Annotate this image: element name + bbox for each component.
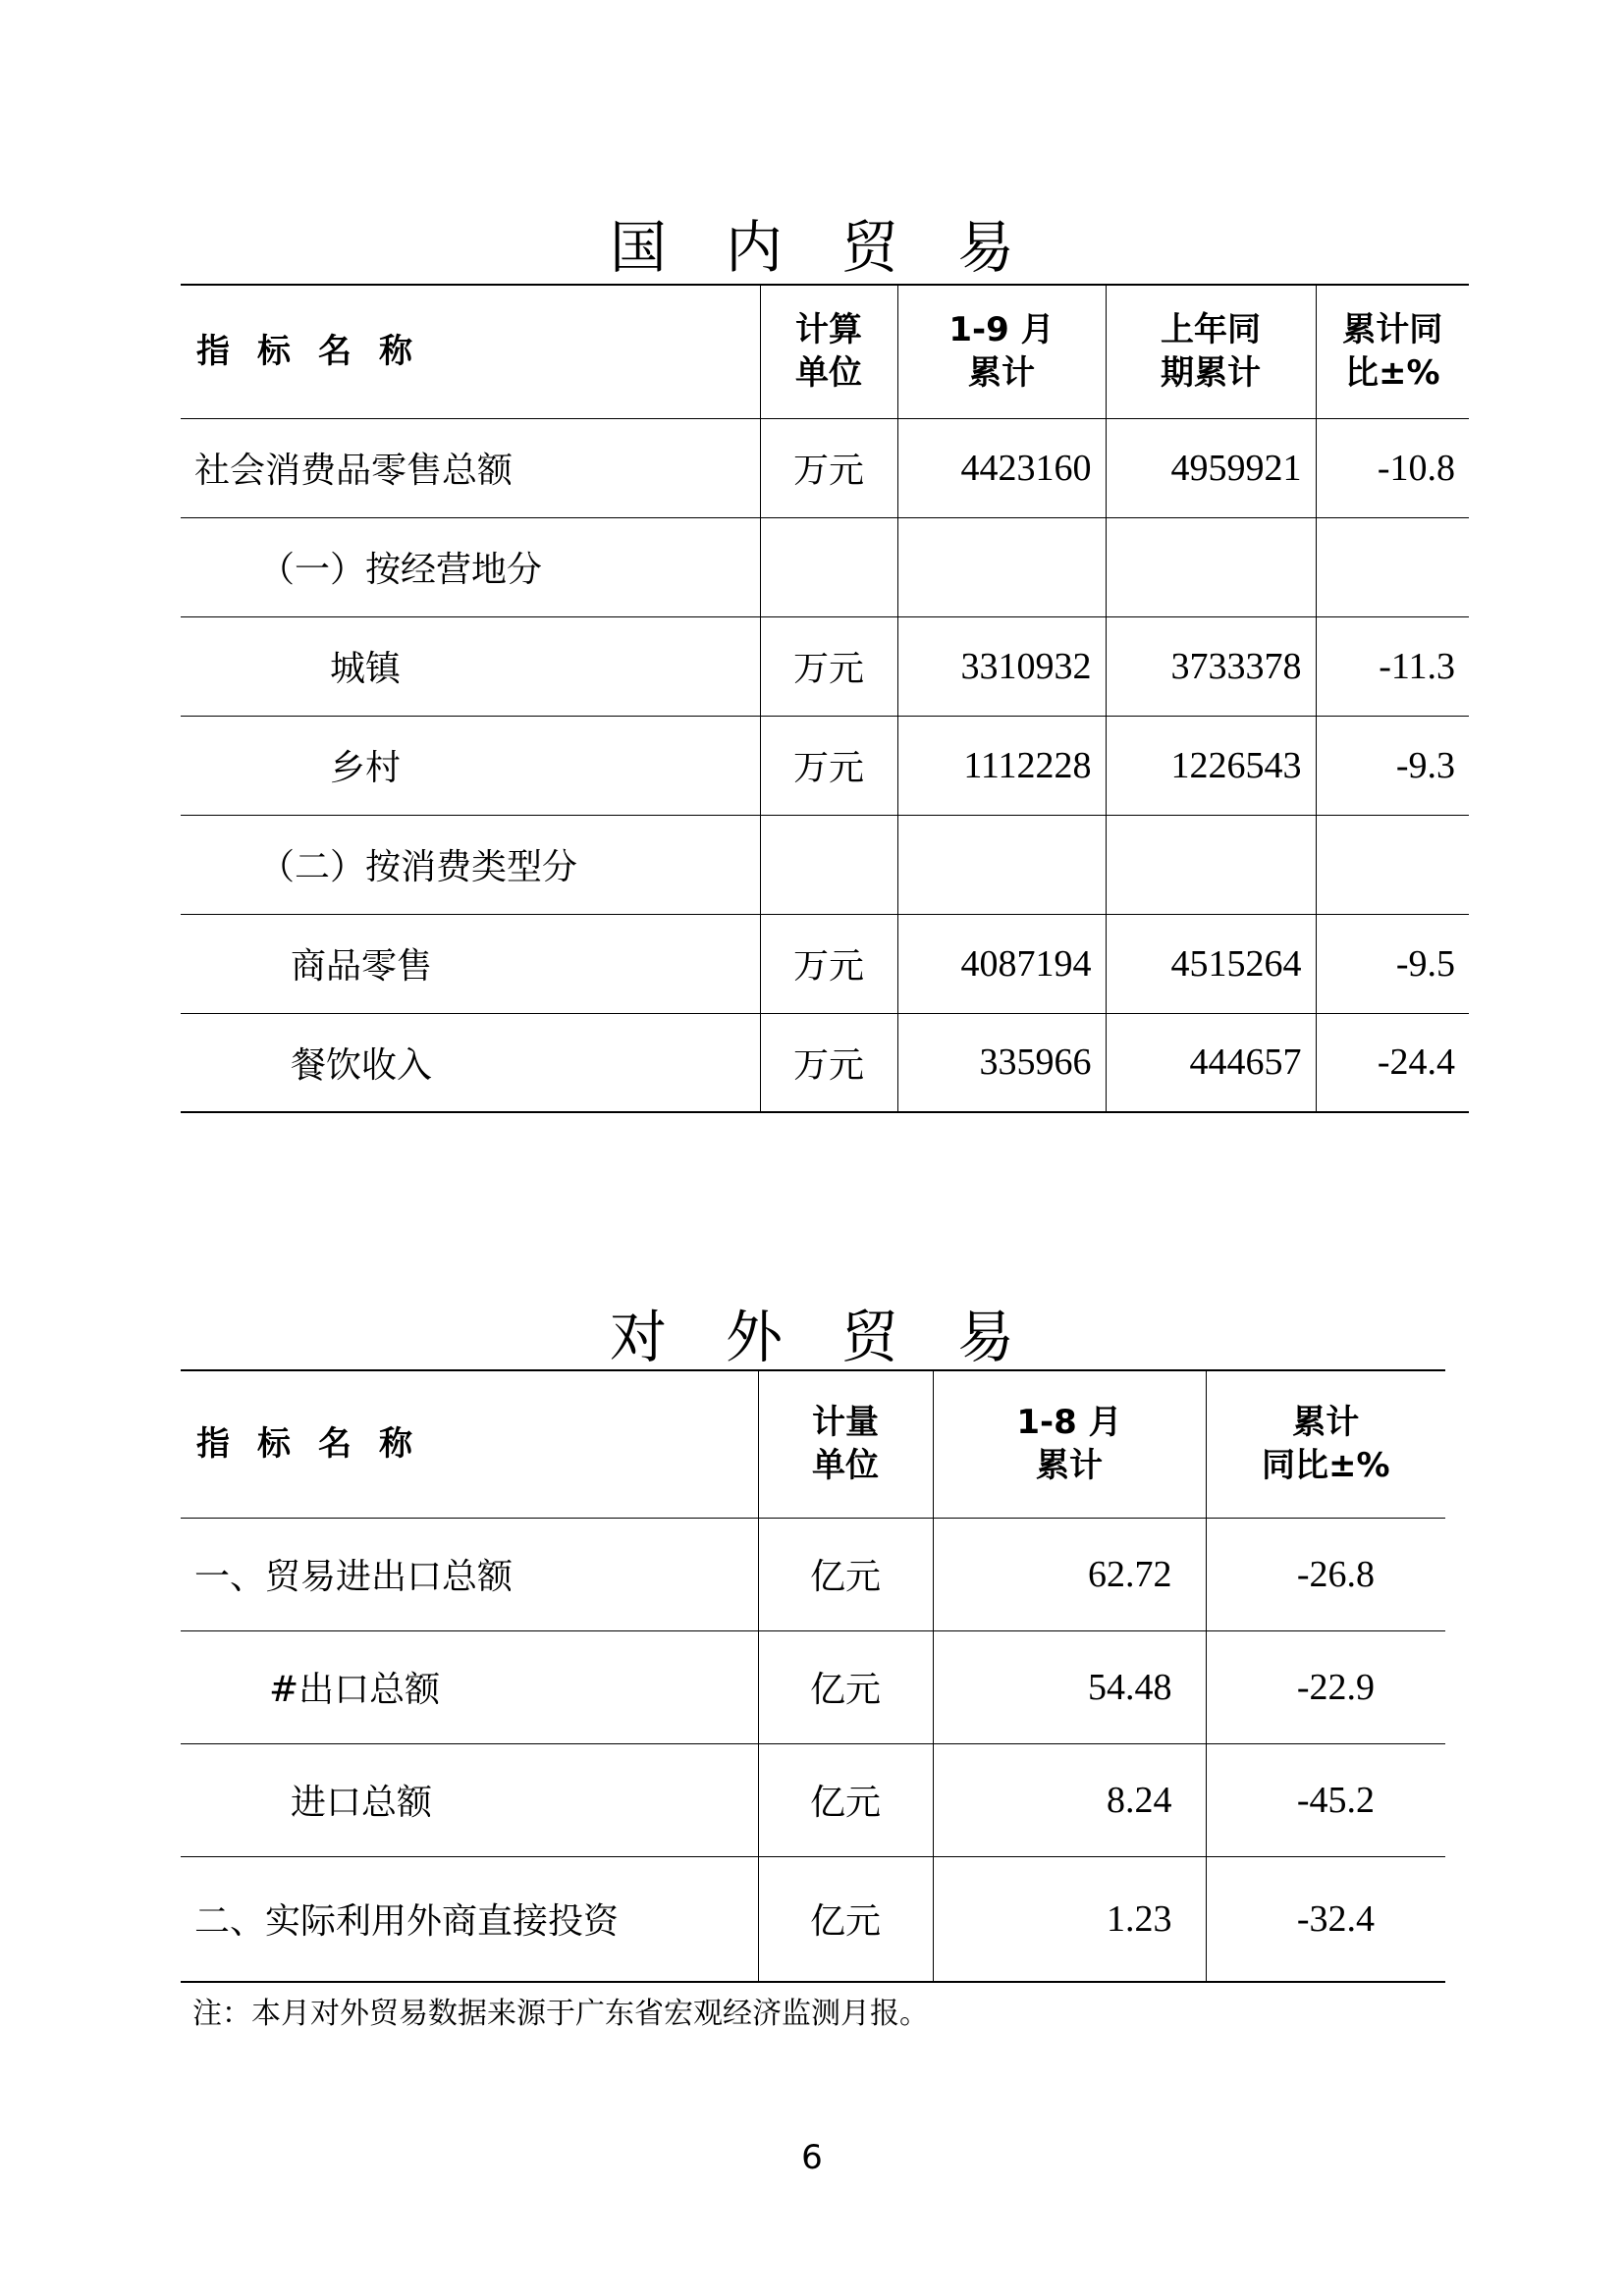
- table-row: [181, 616, 1469, 716]
- row-unit: [760, 517, 897, 616]
- row-unit: 万元: [760, 716, 897, 815]
- row-last-year: 4515264: [1106, 914, 1316, 1013]
- row-last-year: 3733378: [1106, 616, 1316, 716]
- title-char: 国: [609, 214, 667, 281]
- row-yoy: [1316, 517, 1469, 616]
- table-row: [181, 517, 1469, 616]
- row-unit: 亿元: [758, 1743, 933, 1856]
- header-yoy: 累计 同比±%: [1206, 1370, 1445, 1518]
- title-char: 易: [957, 214, 1015, 281]
- row-cumulative: 4087194: [897, 914, 1106, 1013]
- row-cumulative: 1.23: [933, 1856, 1206, 1982]
- row-yoy: -11.3: [1316, 616, 1469, 716]
- header-unit: 计算 单位: [760, 285, 897, 418]
- table-row: [181, 815, 1469, 914]
- header-indicator-name: 指 标 名 称: [181, 285, 760, 418]
- page-number: 6: [801, 2138, 823, 2177]
- row-unit: 万元: [760, 914, 897, 1013]
- row-label: 城镇: [181, 616, 760, 716]
- table-row: [181, 1518, 1445, 1630]
- title-char: 对: [609, 1304, 667, 1370]
- row-label: 社会消费品零售总额: [181, 418, 760, 517]
- row-yoy: -10.8: [1316, 418, 1469, 517]
- table-header-row: [181, 285, 1469, 418]
- row-last-year: 444657: [1106, 1013, 1316, 1112]
- row-yoy: -22.9: [1206, 1630, 1445, 1743]
- row-label: 二、实际利用外商直接投资: [194, 1901, 620, 1943]
- header-cumulative: 1-9 月 累计: [897, 285, 1106, 418]
- row-label: 商品零售: [181, 914, 760, 1013]
- row-label: 乡村: [181, 716, 760, 815]
- row-yoy: -24.4: [1316, 1013, 1469, 1112]
- row-yoy: -26.8: [1206, 1518, 1445, 1630]
- table-row: [181, 914, 1469, 1013]
- domestic-trade-table: [181, 284, 1469, 1113]
- header-unit: 计量 单位: [758, 1370, 933, 1518]
- row-unit: 万元: [760, 616, 897, 716]
- row-last-year: [1106, 517, 1316, 616]
- row-label: 进口总额: [181, 1743, 758, 1856]
- row-yoy: [1316, 815, 1469, 914]
- row-cumulative: 3310932: [897, 616, 1106, 716]
- domestic-trade-title: [0, 201, 1624, 284]
- row-label: （二）按消费类型分: [181, 815, 760, 914]
- header-cumulative: 1-8 月 累计: [933, 1370, 1206, 1518]
- table-header-row: [181, 1370, 1445, 1518]
- row-last-year: [1106, 815, 1316, 914]
- row-yoy: -9.3: [1316, 716, 1469, 815]
- row-last-year: 4959921: [1106, 418, 1316, 517]
- title-char: 内: [725, 214, 783, 281]
- row-yoy: -9.5: [1316, 914, 1469, 1013]
- header-yoy: 累计同 比±%: [1316, 285, 1469, 418]
- row-unit: [760, 815, 897, 914]
- row-unit: 万元: [760, 418, 897, 517]
- table-row: [181, 1013, 1469, 1112]
- title-char: 贸: [841, 1304, 899, 1370]
- title-char: 贸: [841, 214, 899, 281]
- row-yoy: -32.4: [1206, 1856, 1445, 1982]
- footnote: 注：本月对外贸易数据来源于广东省宏观经济监测月报。: [192, 1997, 929, 2031]
- table-row: [181, 418, 1469, 517]
- row-yoy: -45.2: [1206, 1743, 1445, 1856]
- header-indicator-name: 指 标 名 称: [181, 1370, 758, 1518]
- row-unit: 亿元: [758, 1518, 933, 1630]
- row-label: 一、贸易进出口总额: [181, 1518, 758, 1630]
- title-char: 易: [957, 1304, 1015, 1370]
- header-last-year: 上年同 期累计: [1106, 285, 1316, 418]
- row-cumulative: 1112228: [897, 716, 1106, 815]
- row-cumulative: 54.48: [933, 1630, 1206, 1743]
- table-row: [181, 1630, 1445, 1743]
- row-cumulative: 4423160: [897, 418, 1106, 517]
- row-unit: 亿元: [758, 1630, 933, 1743]
- table-row: [181, 1856, 1445, 1982]
- row-cumulative: 62.72: [933, 1518, 1206, 1630]
- row-label: 餐饮收入: [291, 1044, 433, 1086]
- row-cumulative: 8.24: [933, 1743, 1206, 1856]
- foreign-trade-title: [0, 1291, 1624, 1373]
- row-label: #出口总额: [181, 1630, 758, 1743]
- row-cumulative: [897, 815, 1106, 914]
- table-row: [181, 716, 1469, 815]
- row-last-year: 1226543: [1106, 716, 1316, 815]
- foreign-trade-table: [181, 1369, 1445, 1983]
- table-row: [181, 1743, 1445, 1856]
- row-label: （一）按经营地分: [181, 517, 760, 616]
- row-unit: 万元: [760, 1013, 897, 1112]
- row-cumulative: [897, 517, 1106, 616]
- row-unit: 亿元: [758, 1856, 933, 1982]
- title-char: 外: [725, 1304, 783, 1370]
- row-cumulative: 335966: [897, 1013, 1106, 1112]
